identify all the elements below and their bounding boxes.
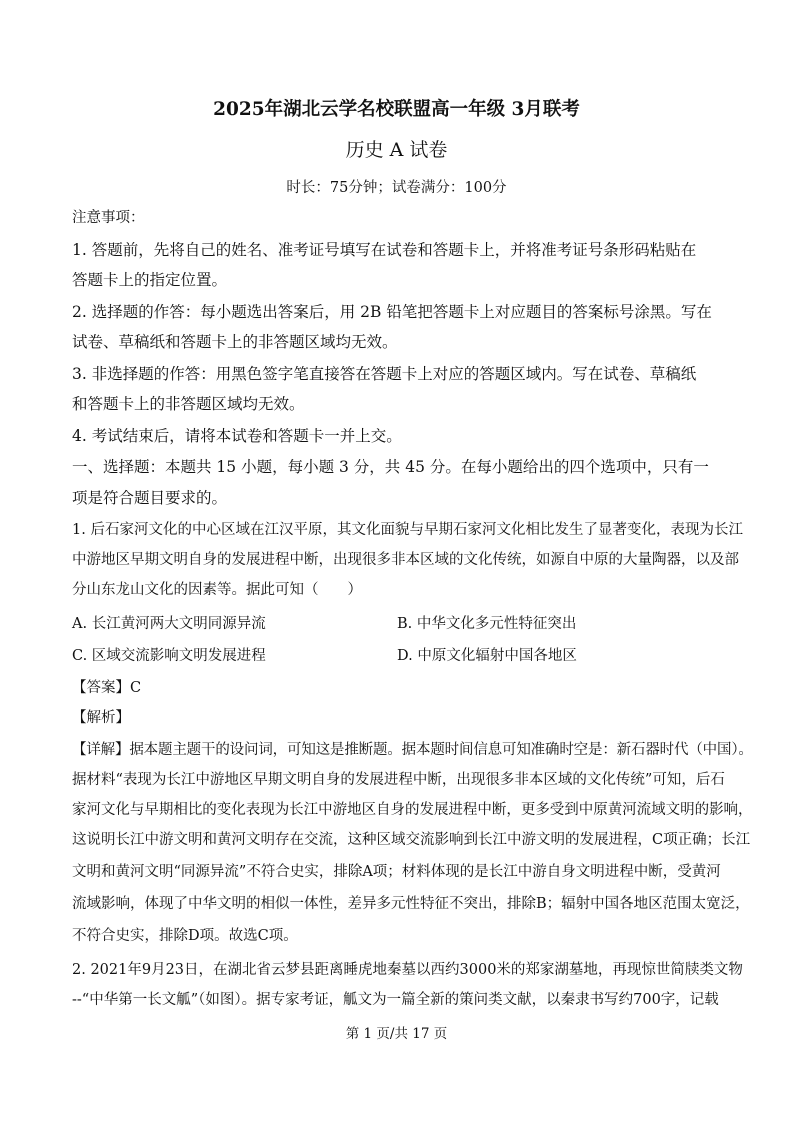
detail-line: 【详解】据本题主题干的设问词，可知这是推断题。据本题时间信息可知准确时空是：新石器时代（中国）。 <box>72 742 753 758</box>
note-line: 1. 答题前，先将自己的姓名、准考证号填写在试卷和答题卡上，并将准考证号条形码粘贴在 <box>72 241 697 259</box>
analysis-label: 【解析】 <box>72 710 130 726</box>
note-line: 4. 考试结束后，请将本试卷和答题卡一并上交。 <box>72 427 402 445</box>
question-stem: --“中华第一长文觚”（如图）。据专家考证，觚文为一篇全新的策问类文献，以秦隶书写约700字，记载 <box>72 992 719 1008</box>
answer-value: C <box>130 680 142 696</box>
note-line: 试卷、草稿纸和答题卡上的非答题区域均无效。 <box>72 333 398 351</box>
option-c: C. 区域交流影响文明发展进程 <box>72 648 266 664</box>
option-d: D. 中原文化辐射中国各地区 <box>397 648 577 664</box>
section-heading: 一、选择题：本题共 15 小题，每小题 3 分，共 45 分。在每小题给出的四个选项中，只有一 <box>72 458 709 476</box>
note-line: 2. 选择题的作答：每小题选出答案后，用 2B 铅笔把答题卡上对应题目的答案标号涂黑。写在 <box>72 303 712 321</box>
detail-line: 据材料“表现为长江中游地区早期文明自身的发展进程中断，出现很多非本区域的文化传统”可知，后石 <box>72 772 725 788</box>
note-line: 答题卡上的指定位置。 <box>72 271 228 289</box>
question-stem: 1. 后石家河文化的中心区域在江汉平原，其文化面貌与早期石家河文化相比发生了显著变化，表现为长江 <box>72 522 743 538</box>
exam-subtitle: 历史 A 试卷 <box>345 139 448 161</box>
detail-line: 家河文化与早期相比的变化表现为长江中游地区自身的发展进程中断，更多受到中原黄河流域文明的影响， <box>72 802 753 818</box>
note-line: 3. 非选择题的作答：用黑色签字笔直接答在答题卡上对应的答题区域内。写在试卷、草稿纸 <box>72 365 697 383</box>
answer-label: 【答案】 <box>72 680 130 696</box>
question-stem: 2. 2021年9月23日，在湖北省云梦县距离睡虎地秦墓以西约3000米的郑家湖墓地，再现惊世简牍类文物 <box>72 962 743 978</box>
detail-line: 文明和黄河文明“同源异流”不符合史实，排除A项；材料体现的是长江中游自身文明进程中断，受黄河 <box>72 864 721 880</box>
note-line: 和答题卡上的非答题区域均无效。 <box>72 395 305 413</box>
detail-line: 不符合史实，排除D项。故选C项。 <box>72 928 298 944</box>
exam-meta: 时长：75分钟；试卷满分：100分 <box>286 180 507 196</box>
detail-line: 这说明长江中游文明和黄河文明存在交流，这种区域交流影响到长江中游文明的发展进程，C项正确；长江 <box>72 832 751 848</box>
section-heading: 项是符合题目要求的。 <box>72 489 228 507</box>
notes-heading: 注意事项： <box>72 210 145 226</box>
question-stem: 中游地区早期文明自身的发展进程中断，出现很多非本区域的文化传统，如源自中原的大量陶器，以及部 <box>72 552 739 568</box>
page-footer: 第 1 页/共 17 页 <box>345 1026 448 1042</box>
exam-title: 2025年湖北云学名校联盟高一年级 3月联考 <box>213 99 580 120</box>
option-a: A. 长江黄河两大文明同源异流 <box>72 616 266 632</box>
answer-line <box>72 678 141 698</box>
detail-line: 流域影响，体现了中华文明的相似一体性，差异多元性特征不突出，排除B；辐射中国各地区范围太宽泛， <box>72 896 750 912</box>
option-b: B. 中华文化多元性特征突出 <box>397 616 577 632</box>
question-stem: 分山东龙山文化的因素等。据此可知（ ） <box>72 582 362 598</box>
